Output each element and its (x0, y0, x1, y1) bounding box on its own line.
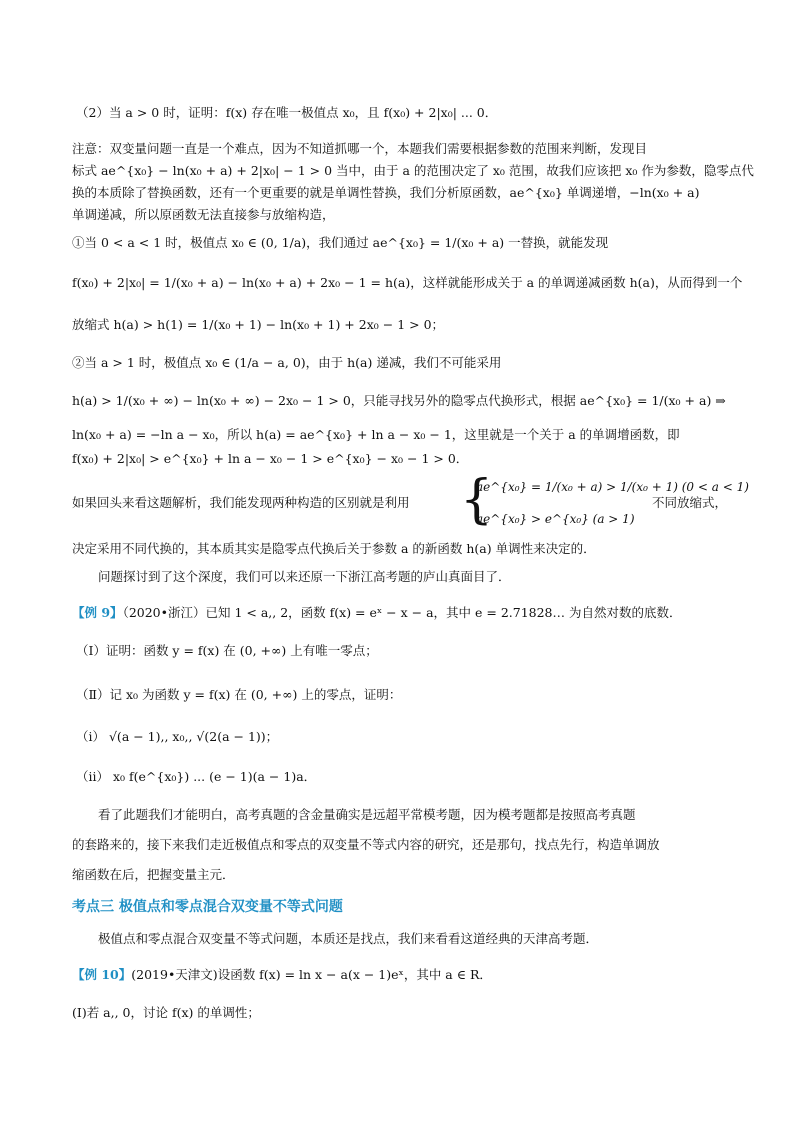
commentary-line-2: 的套路来的，接下来我们走近极值点和零点的双变量不等式内容的研究，还是那句，找点先行，构造单调放 (72, 837, 660, 852)
section-heading: 考点三 极值点和零点混合双变量不等式问题 (72, 899, 343, 915)
transition-line: 问题探讨到了这个深度，我们可以来还原一下浙江高考题的庐山真面目了． (98, 569, 511, 584)
note-line-2: 标式 ae^{x₀} − ln(x₀ + a) + 2|x₀| − 1 > 0 当中，由于 a 的范围决定了 x₀ 范围，故我们应该把 x₀ 作为参数，隐零点代 (72, 163, 754, 178)
example-9-label: 【例 9】 (72, 605, 123, 620)
example-9-text: （2020•浙江）已知 1 < a,, 2，函数 f(x) = eˣ − x − a，其中 e = 2.71828… 为自然对数的底数． (122, 605, 682, 620)
note-line-1: 注意：双变量问题一直是一个难点，因为不知道抓哪一个，本题我们需要根据参数的范围来判断，发现目 (72, 141, 648, 156)
brace-row-1: ae^{x₀} = 1/(x₀ + a) > 1/(x₀ + 1) (0 < a < 1) (476, 480, 749, 494)
example-10-stem (72, 966, 492, 984)
example-9-part-1: （Ⅰ）证明：函数 y = f(x) 在 (0, +∞) 上有唯一零点； (76, 643, 378, 658)
section-intro: 极值点和零点混合双变量不等式问题，本质还是找点，我们来看看这道经典的天津高考题． (98, 931, 599, 946)
left-brace: { (460, 470, 494, 530)
note-line-3: 换的本质除了替换函数，还有一个更重要的就是单调性替换，我们分析原函数，ae^{x₀} 单调递增，−ln(x₀ + a) (72, 185, 700, 200)
case-2-line-3: ln(x₀ + a) = −ln a − x₀，所以 h(a) = ae^{x₀} + ln a − x₀ − 1，这里就是一个关于 a 的单调增函数，即 (72, 427, 680, 442)
compare-line-suffix: 不同放缩式， (652, 495, 728, 510)
case-2-line-2: h(a) > 1/(x₀ + ∞) − ln(x₀ + ∞) − 2x₀ − 1 > 0，只能寻找另外的隐零点代换形式，根据 ae^{x₀} = 1/(x₀ + a) ⇒ (72, 393, 726, 408)
compare-line-prefix: 如果回头来看这题解析，我们能发现两种构造的区别就是利用 (72, 495, 410, 510)
commentary-line-3: 缩函数在后，把握变量主元． (72, 867, 235, 882)
case-2-line-1: ②当 a > 1 时，极值点 x₀ ∈ (1/a − a, 0)，由于 h(a) 递减，我们不可能采用 (72, 355, 502, 370)
case-2-line-4: f(x₀) + 2|x₀| > e^{x₀} + ln a − x₀ − 1 > e^{x₀} − x₀ − 1 > 0． (72, 451, 469, 466)
note-line-4: 单调递减，所以原函数无法直接参与放缩构造， (72, 207, 335, 222)
case-1-line-3: 放缩式 h(a) > h(1) = 1/(x₀ + 1) − ln(x₀ + 1) + 2x₀ − 1 > 0； (72, 317, 445, 332)
example-10-label: 【例 10】 (72, 967, 132, 982)
case-1-line-1: ①当 0 < a < 1 时，极值点 x₀ ∈ (0, 1/a)，我们通过 ae^{x₀} = 1/(x₀ + a) 一替换，就能发现 (72, 235, 609, 250)
example-10-part-1: (Ⅰ)若 a,, 0，讨论 f(x) 的单调性； (72, 1005, 260, 1020)
case-1-line-2: f(x₀) + 2|x₀| = 1/(x₀ + a) − ln(x₀ + a) + 2x₀ − 1 = h(a)，这样就能形成关于 a 的单调递减函数 h(a)，从而得到一个 (72, 275, 743, 290)
conclusion-line: 决定采用不同代换的，其本质其实是隐零点代换后关于参数 a 的新函数 h(a) 单调性来决定的． (72, 541, 596, 556)
example-9-part-2-ii: （ⅱ） x₀ f(e^{x₀}) ... (e − 1)(a − 1)a． (76, 769, 317, 784)
commentary-line-1: 看了此题我们才能明白，高考真题的含金量确实是远超平常模考题，因为模考题都是按照高考真题 (98, 807, 636, 822)
example-9-part-2-i: （ⅰ） √(a − 1),, x₀,, √(2(a − 1))； (76, 729, 279, 744)
example-10-text: (2019•天津文)设函数 f(x) = ln x − a(x − 1)eˣ，其中 a ∈ R． (131, 967, 492, 982)
example-9-stem (72, 604, 682, 622)
example-9-part-2: （Ⅱ）记 x₀ 为函数 y = f(x) 在 (0, +∞) 上的零点，证明： (76, 687, 402, 702)
brace-row-2: ae^{x₀} > e^{x₀} (a > 1) (476, 512, 635, 526)
question-part-2: （2）当 a > 0 时，证明：f(x) 存在唯一极值点 x₀，且 f(x₀) + 2|x₀| ... 0． (76, 105, 498, 120)
